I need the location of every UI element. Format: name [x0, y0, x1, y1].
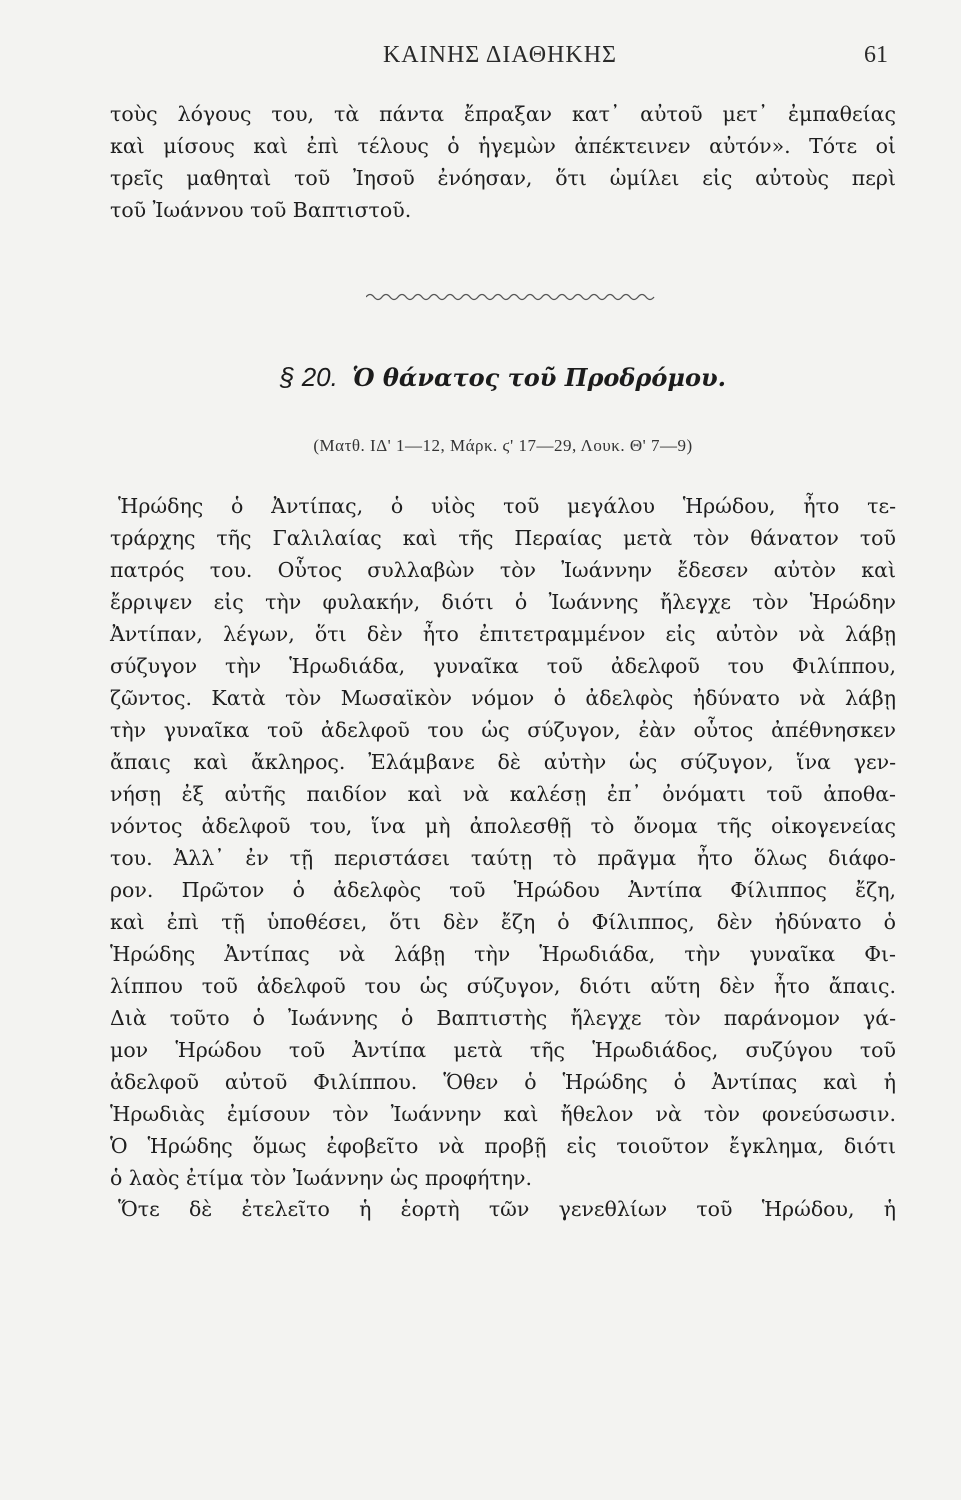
scripture-references: (Ματθ. ΙΔ' 1—12, Μάρκ. ϛ' 17—29, Λουκ. Θ' 7—9) [313, 436, 693, 455]
text-line: νήσῃ ἐξ αὐτῆς παιδίον καὶ νὰ καλέσῃ ἐπ᾽ ὀνόματι τοῦ ἀποθα- [110, 782, 896, 806]
text-line: Ἡρώδης ὁ Ἀντίπας, ὁ υἱὸς τοῦ μεγάλου Ἡρώδου, ἦτο τε- [118, 494, 896, 518]
text-line: ὁ λαὸς ἐτίμα τὸν Ἰωάννην ὡς προφήτην. [110, 1166, 533, 1190]
intro-paragraph [110, 98, 896, 226]
section-heading [110, 362, 896, 393]
text-line: τοῦ Ἰωάννου τοῦ Βαπτιστοῦ. [110, 198, 412, 222]
text-line: λίππου τοῦ ἀδελφοῦ του ὡς σύζυγον, διότι αὕτη δὲν ἦτο ἄπαις. [110, 974, 896, 998]
section-title: Ὁ θάνατος τοῦ Προδρόμου. [352, 363, 726, 392]
text-line: τράρχης τῆς Γαλιλαίας καὶ τῆς Περαίας μετὰ τὸν θάνατον τοῦ [110, 526, 896, 550]
page-number: 61 [864, 42, 888, 68]
text-line: πατρός του. Οὗτος συλλαβὼν τὸν Ἰωάννην ἔδεσεν αὐτὸν καὶ [110, 558, 896, 582]
text-line: Ὁ Ἡρώδης ὅμως ἐφοβεῖτο νὰ προβῇ εἰς τοιοῦτον ἔγκλημα, διότι [110, 1134, 896, 1158]
text-line: τὴν γυναῖκα τοῦ ἀδελφοῦ του ὡς σύζυγον, ἐὰν οὗτος ἀπέθνησκεν [110, 718, 896, 742]
text-line: ρον. Πρῶτον ὁ ἀδελφὸς τοῦ Ἡρώδου Ἀντίπα Φίλιππος ἔζη, [110, 878, 896, 902]
text-line: ἔρριψεν εἰς τὴν φυλακήν, διότι ὁ Ἰωάννης ἤλεγχε τὸν Ἡρώδην [110, 590, 896, 614]
text-line: Ἡρωδιὰς ἐμίσουν τὸν Ἰωάννην καὶ ἤθελον νὰ τὸν φονεύσωσιν. [110, 1102, 896, 1126]
body-paragraph-2 [110, 1193, 896, 1225]
text-line: ζῶντος. Κατὰ τὸν Μωσαϊκὸν νόμον ὁ ἀδελφὸς ἠδύνατο νὰ λάβῃ [110, 686, 896, 710]
wavy-ornament-rule [366, 290, 656, 304]
running-head [110, 38, 890, 78]
text-line: του. Ἀλλ᾽ ἐν τῇ περιστάσει ταύτῃ τὸ πρᾶγμα ἦτο ὅλως διάφο- [110, 846, 896, 870]
text-line: Ὅτε δὲ ἐτελεῖτο ἡ ἑορτὴ τῶν γενεθλίων τοῦ Ἡρώδου, ἡ [118, 1197, 896, 1221]
text-line: καὶ ἐπὶ τῇ ὑποθέσει, ὅτι δὲν ἔζη ὁ Φίλιππος, δὲν ἠδύνατο ὁ [110, 910, 896, 934]
text-line: ἀδελφοῦ αὐτοῦ Φιλίππου. Ὅθεν ὁ Ἡρώδης ὁ Ἀντίπας καὶ ἡ [110, 1070, 896, 1094]
text-line: μον Ἡρώδου τοῦ Ἀντίπα μετὰ τῆς Ἡρωδιάδος, συζύγου τοῦ [110, 1038, 896, 1062]
text-line: Ἡρώδης Ἀντίπας νὰ λάβῃ τὴν Ἡρωδιάδα, τὴν γυναῖκα Φι- [110, 942, 896, 966]
text-line: νόντος ἀδελφοῦ του, ἵνα μὴ ἀπολεσθῇ τὸ ὄνομα τῆς οἰκογενείας [110, 814, 896, 838]
text-line: τοὺς λόγους του, τὰ πάντα ἔπραξαν κατ᾽ αὐτοῦ μετ᾽ ἐμπαθείας [110, 102, 896, 126]
text-line: Ἀντίπαν, λέγων, ὅτι δὲν ἦτο ἐπιτετραμμένον εἰς αὐτὸν νὰ λάβῃ [110, 622, 896, 646]
text-line: ἄπαις καὶ ἄκληρος. Ἐλάμβανε δὲ αὐτὴν ὡς σύζυγον, ἵνα γεν- [110, 750, 896, 774]
section-number: § 20. [280, 362, 338, 392]
text-line: καὶ μίσους καὶ ἐπὶ τέλους ὁ ἡγεμὼν ἀπέκτεινεν αὐτόν». Τότε οἱ [110, 134, 896, 158]
text-line: σύζυγον τὴν Ἡρωδιάδα, γυναῖκα τοῦ ἀδελφοῦ του Φιλίππου, [110, 654, 896, 678]
text-line: Διὰ τοῦτο ὁ Ἰωάννης ὁ Βαπτιστὴς ἤλεγχε τὸν παράνομον γά- [110, 1006, 896, 1030]
text-line: τρεῖς μαθηταὶ τοῦ Ἰησοῦ ἐνόησαν, ὅτι ὡμίλει εἰς αὐτοὺς περὶ [110, 166, 896, 190]
running-title: ΚΑΙΝΗΣ ΔΙΑΘΗΚΗΣ [382, 42, 618, 68]
body-paragraph-1 [110, 490, 896, 1194]
